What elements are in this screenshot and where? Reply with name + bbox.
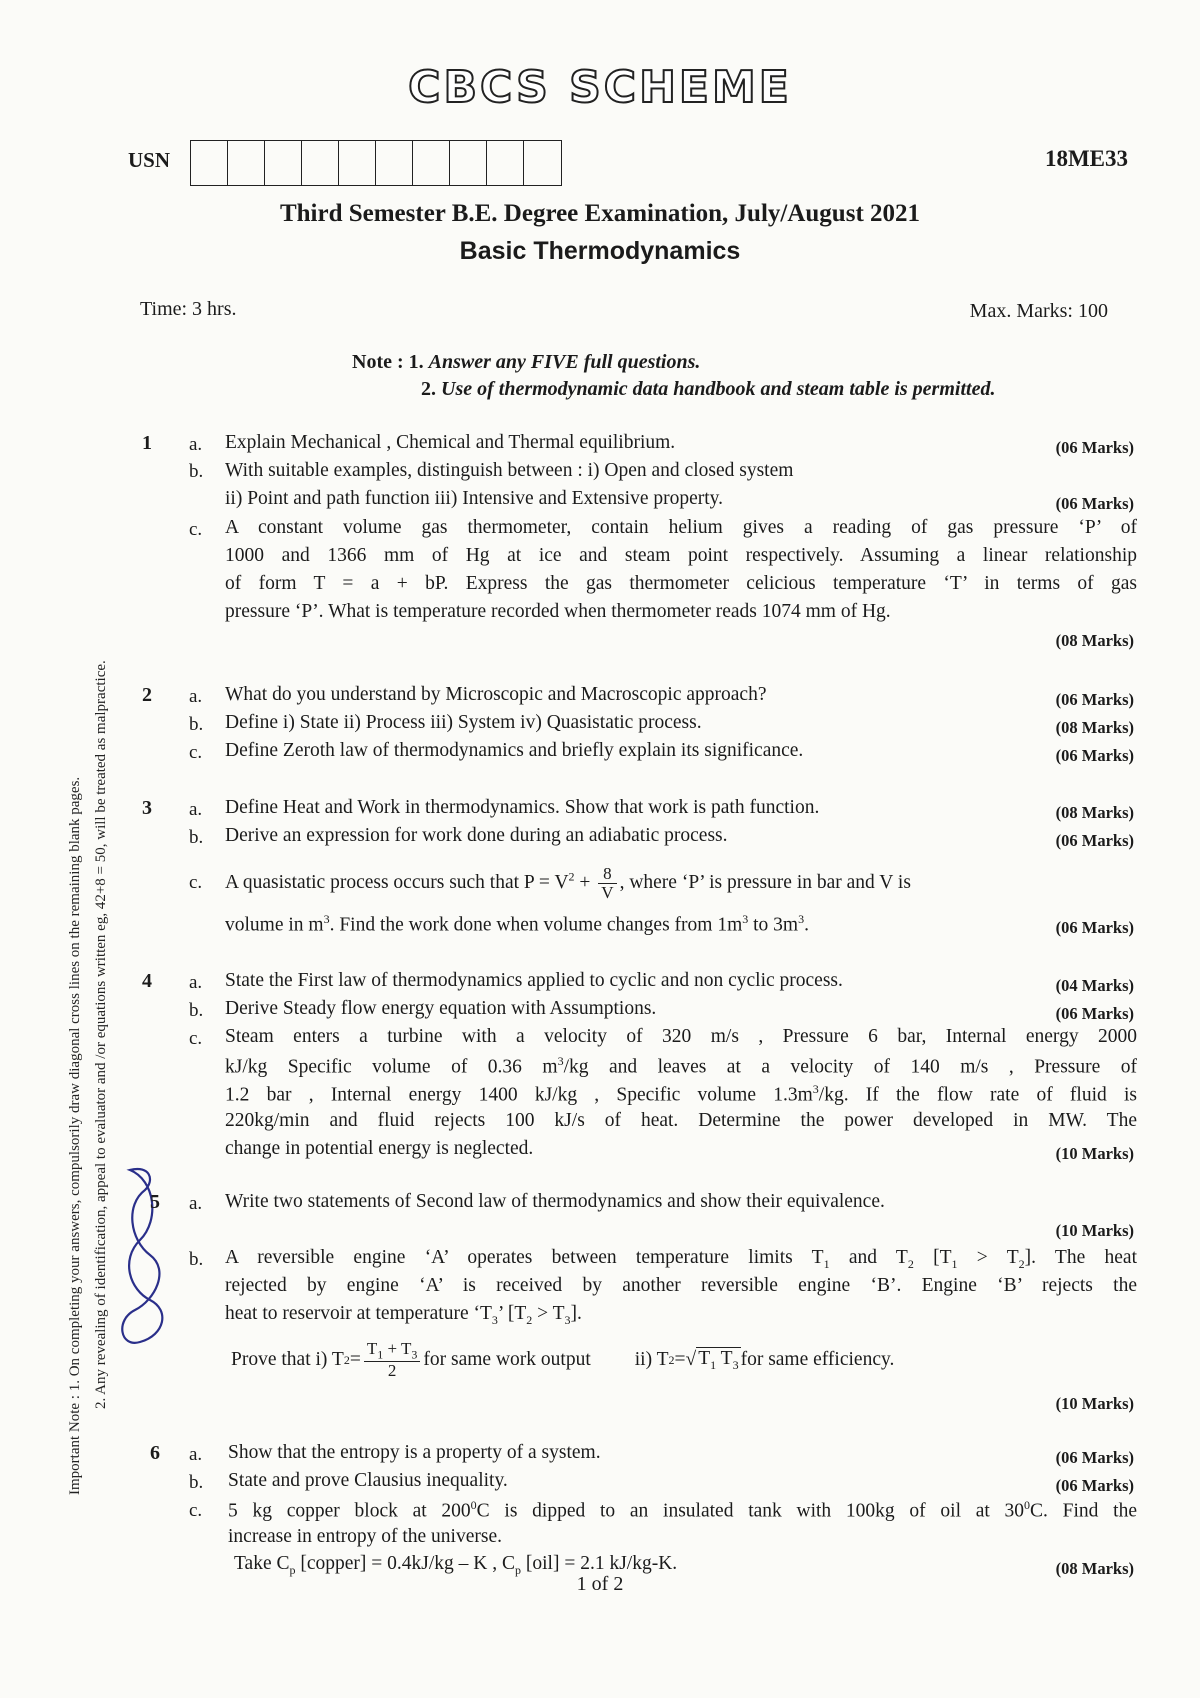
marks: (10 Marks) (1055, 1144, 1134, 1163)
time-duration: Time: 3 hrs. (140, 298, 237, 320)
usn-box (265, 141, 302, 185)
marks: (06 Marks) (1055, 831, 1134, 850)
part-letter: c. (189, 519, 203, 540)
marks: (08 Marks) (1055, 718, 1134, 737)
question-number: 1 (142, 432, 152, 454)
part-letter: b. (189, 1000, 204, 1021)
question-text: A reversible engine ‘A’ operates between temperature limits $T_1$ and $T_2$ $[T_1 > T_2]$. The heat (225, 1247, 1138, 1271)
question-text: Explain Mechanical , Chemical and Thermal equilibrium. (225, 432, 676, 453)
question-text: What do you understand by Microscopic and Macroscopic approach? (225, 684, 767, 705)
question-number: 5 (150, 1191, 160, 1213)
part-letter: b. (189, 1249, 204, 1270)
marks: (10 Marks) (1055, 1394, 1134, 1413)
marks: (06 Marks) (1055, 1004, 1134, 1023)
usn-box (413, 141, 450, 185)
usn-label: USN (128, 148, 171, 172)
question-number: 2 (142, 684, 152, 706)
part-letter: a. (189, 1444, 203, 1465)
question-text: increase in entropy of the universe. (228, 1526, 502, 1547)
page-number: 1 of 2 (576, 1573, 624, 1595)
marks: (06 Marks) (1055, 746, 1134, 765)
fraction: $\frac{8}{V}$ (598, 865, 616, 902)
question-number: 4 (142, 970, 152, 992)
part-letter: b. (189, 827, 204, 848)
part-letter: a. (189, 1193, 203, 1214)
question-text: Take $C_p$ [copper] = 0.4kJ/kg – K , $C_p$ [oil] = 2.1 kJ/kg-K. (234, 1553, 678, 1577)
marks: (06 Marks) (1055, 690, 1134, 709)
question-text: Steam enters a turbine with a velocity of 320 m/s , Pressure 6 bar, Internal energy 2000 (225, 1026, 1137, 1047)
usn-box (302, 141, 339, 185)
usn-box (450, 141, 487, 185)
question-text: volume in $m^3$. Find the work done when volume changes from $1m^3$ to $3m^3$. (225, 912, 809, 936)
question-text: Show that the entropy is a property of a system. (228, 1442, 601, 1463)
usn-box (228, 141, 265, 185)
question-text: Derive Steady flow energy equation with Assumptions. (225, 998, 657, 1019)
paper-code: 18ME33 (1044, 146, 1128, 171)
question-text: 5 kg copper block at $200^0C$ is dipped to an insulated tank with 100kg of oil at $30^0C$. Find the (228, 1498, 1138, 1522)
marks: (06 Marks) (1055, 1476, 1134, 1495)
fraction: $\frac{T_1 + T_3}{2}$ (364, 1340, 421, 1380)
question-number: 3 (142, 797, 152, 819)
usn-box (524, 141, 561, 185)
question-text: pressure ‘P’. What is temperature recorded when thermometer reads 1074 mm of Hg. (225, 601, 891, 622)
question-text: Define i) State ii) Process iii) System iv) Quasistatic process. (225, 712, 702, 733)
part-letter: c. (189, 1500, 203, 1521)
question-text: of form T = a + bP. Express the gas thermometer celicious temperature ‘T’ in terms of gas (225, 573, 1137, 594)
marks: (10 Marks) (1055, 1221, 1134, 1240)
part-letter: a. (189, 972, 203, 993)
prove-equation: Prove that i) T 2 = $\frac{T_1 + T_3}{2}$ for same work output ii) T 2 = √ $T_1$ $T_3$ for same efficiency. (231, 1339, 895, 1381)
marks: (06 Marks) (1055, 438, 1134, 457)
part-letter: b. (189, 461, 204, 482)
note-line-1: Note : 1. Answer any FIVE full questions. (352, 351, 701, 373)
question-text: A quasistatic process occurs such that $P = V^2$ + $\frac{8}{V}$ , where ‘P’ is pressure in bar and V is (225, 863, 911, 902)
part-letter: c. (189, 872, 203, 893)
part-letter: a. (189, 799, 203, 820)
subject-title: Basic Thermodynamics (459, 237, 741, 265)
part-letter: c. (189, 742, 203, 763)
part-letter: b. (189, 714, 204, 735)
question-text: 1000 and 1366 mm of Hg at ice and steam point respectively. Assuming a linear relationship (225, 545, 1137, 566)
question-text: Derive an expression for work done during an adiabatic process. (225, 825, 728, 846)
note-line-2: 2. Use of thermodynamic data handbook and steam table is permitted. (421, 378, 996, 400)
part-letter: b. (189, 1472, 204, 1493)
marks: (04 Marks) (1055, 976, 1134, 995)
important-side-note (62, 365, 114, 1495)
question-text: Write two statements of Second law of thermodynamics and show their equivalence. (225, 1191, 885, 1212)
part-letter: a. (189, 686, 203, 707)
question-text: 1.2 bar , Internal energy 1400 kJ/kg , Specific volume $1.3m^3/kg$. If the flow rate of fluid is (225, 1082, 1137, 1106)
question-text: heat to reservoir at temperature ‘$T_3$’ $[T_2 > T_3]$. (225, 1303, 582, 1327)
question-number: 6 (150, 1442, 160, 1464)
question-text: ii) Point and path function iii) Intensive and Extensive property. (225, 488, 724, 509)
question-text: Define Zeroth law of thermodynamics and briefly explain its significance. (225, 740, 804, 761)
sqrt-body: $T_1$ $T_3$ (698, 1348, 739, 1372)
handwritten-scribble (110, 1160, 180, 1350)
question-text: State the First law of thermodynamics applied to cyclic and non cyclic process. (225, 970, 843, 991)
question-text: State and prove Clausius inequality. (228, 1470, 508, 1491)
question-text: Define Heat and Work in thermodynamics. Show that work is path function. (225, 797, 820, 818)
question-text: rejected by engine ‘A’ is received by another reversible engine ‘B’. Engine ‘B’ rejects the (225, 1275, 1137, 1296)
marks: (08 Marks) (1055, 803, 1134, 822)
marks: (08 Marks) (1055, 631, 1134, 650)
usn-box (487, 141, 524, 185)
usn-boxes (190, 140, 562, 186)
scheme-stamp: CBCS SCHEME (408, 62, 792, 113)
max-marks: Max. Marks: 100 (969, 300, 1108, 322)
marks: (06 Marks) (1055, 494, 1134, 513)
question-text: 220kg/min and fluid rejects 100 kJ/s of heat. Determine the power developed in MW. The (225, 1110, 1137, 1131)
question-text: A constant volume gas thermometer, contain helium gives a reading of gas pressure ‘P’ of (225, 517, 1137, 538)
usn-box (339, 141, 376, 185)
question-text: kJ/kg Specific volume of 0.36 $m^3/kg$ and leaves at a velocity of 140 m/s , Pressure of (225, 1054, 1137, 1078)
marks: (06 Marks) (1055, 1448, 1134, 1467)
side-note-line-1: Important Note : 1. On completing your answers, compulsorily draw diagonal cross lines on the remaining blank pages. (67, 776, 83, 1495)
marks: (08 Marks) (1055, 1559, 1134, 1578)
question-text: change in potential energy is neglected. (225, 1138, 534, 1159)
question-text: With suitable examples, distinguish between : i) Open and closed system (225, 460, 794, 481)
usn-box (376, 141, 413, 185)
part-letter: a. (189, 434, 203, 455)
sqrt-sign: √ (685, 1349, 697, 1370)
exam-title: Third Semester B.E. Degree Examination, July/August 2021 (279, 200, 921, 227)
part-letter: c. (189, 1028, 203, 1049)
marks: (06 Marks) (1055, 918, 1134, 937)
side-note-line-2: 2. Any revealing of identification, appeal to evaluator and /or equations written eg, 42+8 = 50, will be treated as malpractice. (93, 660, 109, 1409)
usn-box (191, 141, 228, 185)
